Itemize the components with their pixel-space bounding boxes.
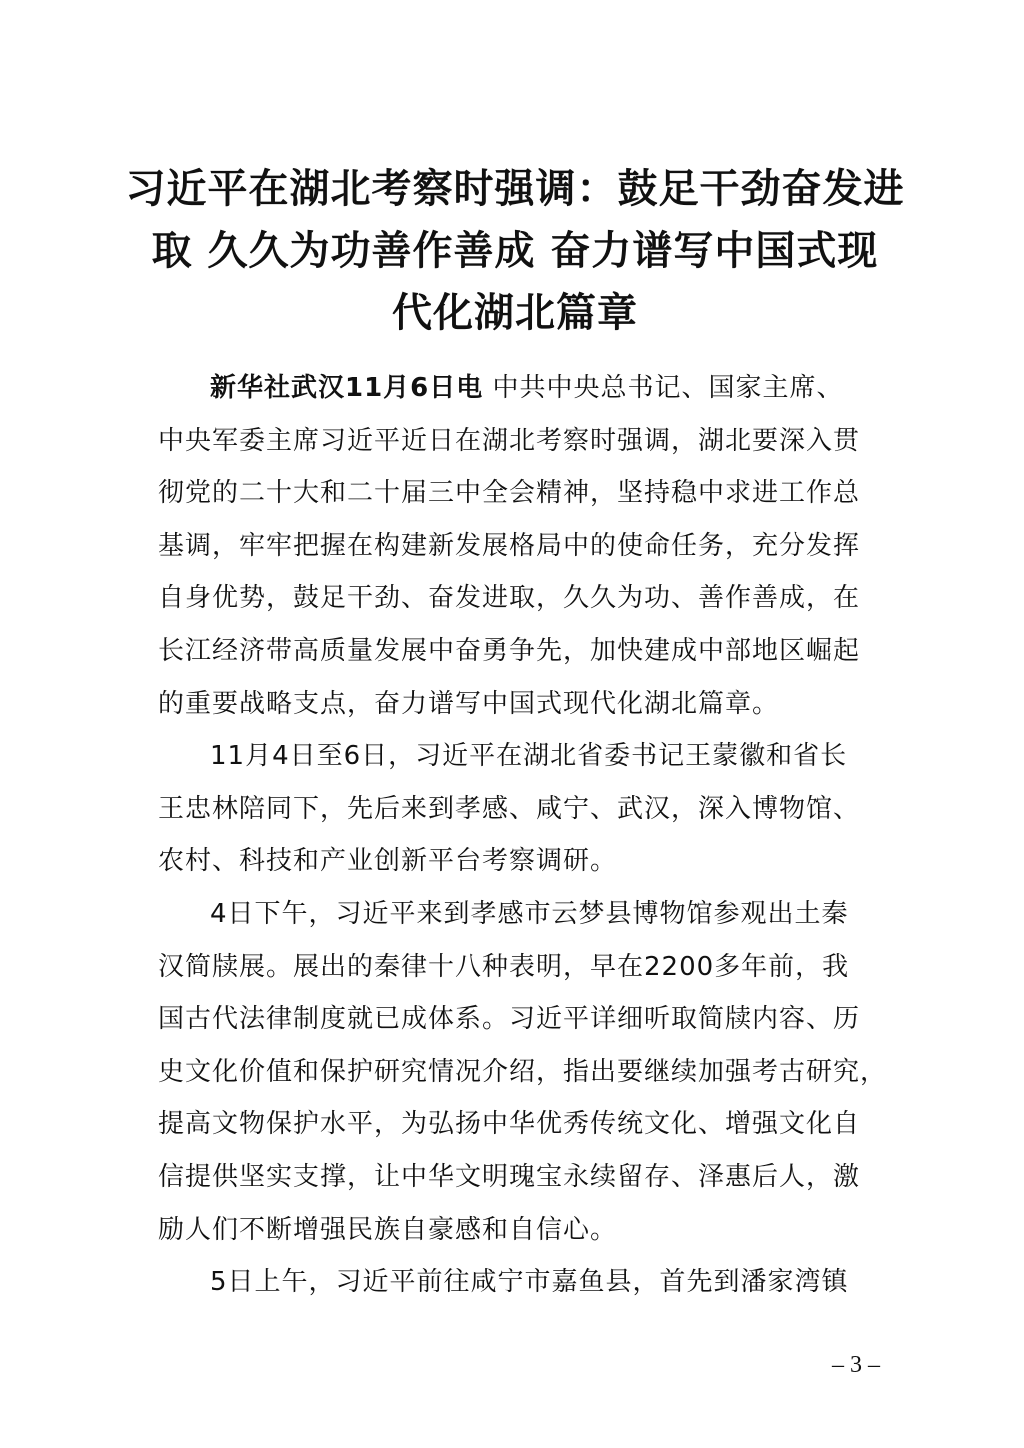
dateline: 新华社武汉11月6日电 [210,373,484,403]
paragraph [158,730,874,888]
text-line: 汉简牍展。展出的秦律十八种表明，早在2200多年前，我 [158,951,850,982]
paragraph [158,888,888,1256]
paragraph-first-line: 5日上午，习近平前往咸宁市嘉鱼县，首先到潘家湾镇 [210,1267,849,1298]
text-line: 长江经济带高质量发展中奋勇争先，加快建成中部地区崛起 [158,635,861,666]
text-line: 史文化价值和保护研究情况介绍，指出要继续加强考古研究， [158,1056,888,1087]
text-line: 励人们不断增强民族自豪感和自信心。 [158,1214,618,1245]
title-line: 取 久久为功善作善成 奋力谱写中国式现 [151,227,879,274]
text-line: 王忠林陪同下，先后来到孝感、咸宁、武汉，深入博物馆、 [158,793,861,824]
text-line: 基调，牢牢把握在构建新发展格局中的使命任务，充分发挥 [158,530,861,561]
text-line-rest: 中共中央总书记、国家主席、 [483,373,844,403]
article-title [120,158,910,344]
paragraph [158,362,874,730]
text-line: 自身优势，鼓足干劲、奋发进取，久久为功、善作善成，在 [158,583,861,614]
text-line: 彻党的二十大和二十届三中全会精神，坚持稳中求进工作总 [158,478,861,509]
text-line: 的重要战略支点，奋力谱写中国式现代化湖北篇章。 [158,688,780,719]
page-number: – 3 – [832,1352,880,1378]
title-line: 习近平在湖北考察时强调：鼓足干劲奋发进 [125,165,905,212]
text-line: 中央军委主席习近平近日在湖北考察时强调，湖北要深入贯 [158,425,861,456]
title-line: 代化湖北篇章 [392,289,638,336]
text-line: 提高文物保护水平，为弘扬中华优秀传统文化、增强文化自 [158,1109,861,1140]
paragraph [158,1256,874,1309]
paragraph-first-line [158,362,874,415]
article-body [158,362,888,1309]
paragraph-first-line: 4日下午，习近平来到孝感市云梦县博物馆参观出土秦 [210,898,849,929]
text-line: 农村、科技和产业创新平台考察调研。 [158,846,618,877]
text-line: 信提供坚实支撑，让中华文明瑰宝永续留存、泽惠后人，激 [158,1161,861,1192]
text-line: 国古代法律制度就已成体系。习近平详细听取简牍内容、历 [158,1004,861,1035]
paragraph-first-line: 11月4日至6日，习近平在湖北省委书记王蒙徽和省长 [210,741,848,772]
